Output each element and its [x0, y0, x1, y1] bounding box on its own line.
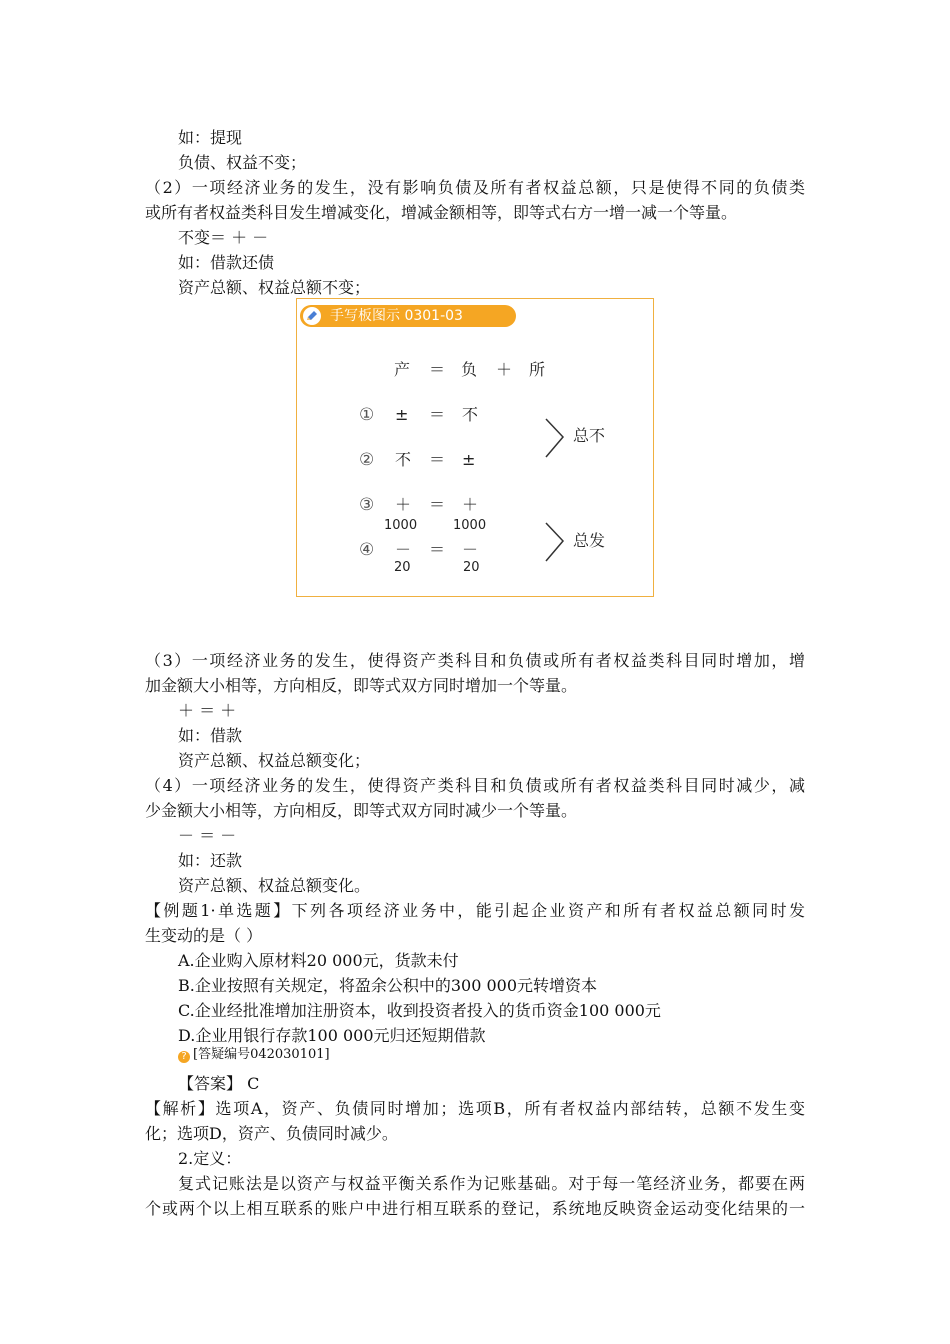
row-left-value: 1000 — [384, 518, 418, 533]
row-right-value: 1000 — [453, 518, 487, 533]
qa-reference[interactable] — [178, 1045, 330, 1065]
row-left: － — [395, 540, 412, 559]
explanation-line: 化；选项D，资产、负债同时减少。 — [145, 1124, 398, 1143]
paragraph-line: 个或两个以上相互联系的账户中进行相互联系的登记，系统地反映资金运动变化结果的一 — [145, 1199, 805, 1218]
brace-mark — [543, 417, 567, 461]
row-number: ① — [359, 405, 375, 425]
paragraph-line: 少金额大小相等，方向相反，即等式双方同时减少一个等量。 — [145, 801, 578, 820]
question-icon: ? — [178, 1051, 190, 1063]
handwriting-figure — [296, 298, 654, 597]
row-equals: ＝ — [429, 495, 446, 514]
header-equals: ＝ — [429, 360, 446, 379]
explanation-line: 【解析】选项A，资产、负债同时增加；选项B，所有者权益内部结转，总额不发生变 — [145, 1099, 805, 1118]
text-line: 如：提现 — [178, 128, 243, 147]
header-plus: ＋ — [496, 360, 513, 379]
row-left: ± — [395, 405, 409, 424]
row-right-value: 20 — [463, 560, 480, 575]
row-number: ④ — [359, 540, 375, 560]
option-b: B.企业按照有关规定，将盈余公积中的300 000元转增资本 — [178, 976, 598, 995]
pen-icon — [303, 307, 321, 325]
text-line: 资产总额、权益总额变化。 — [178, 876, 371, 895]
row-number: ② — [359, 450, 375, 470]
text-line: 如：借款 — [178, 726, 243, 745]
figure-banner-label: 手写板图示 0301-03 — [330, 308, 463, 324]
row-right: ＋ — [462, 495, 479, 514]
row-equals: ＝ — [429, 405, 446, 424]
option-c: C.企业经批准增加注册资本，收到投资者投入的货币资金100 000元 — [178, 1001, 661, 1020]
formula-line: 不变＝ ＋ － — [178, 228, 269, 247]
text-line: 资产总额、权益总额变化； — [178, 751, 371, 770]
question-stem: 生变动的是（ ） — [145, 926, 263, 945]
option-d: D.企业用银行存款100 000元归还短期借款 — [178, 1026, 486, 1045]
brace-label: 总发 — [573, 531, 606, 550]
row-right: 不 — [462, 405, 479, 424]
paragraph-line: 复式记账法是以资产与权益平衡关系作为记账基础。对于每一笔经济业务，都要在两 — [178, 1174, 805, 1193]
row-equals: ＝ — [429, 450, 446, 469]
row-left-value: 20 — [394, 560, 411, 575]
paragraph-line: （3）一项经济业务的发生，使得资产类科目和负债或所有者权益类科目同时增加，增 — [145, 651, 805, 670]
brace-mark — [543, 521, 567, 565]
text-line: 如：还款 — [178, 851, 243, 870]
formula-line: － ＝ － — [178, 826, 237, 845]
answer-line: 【答案】 C — [178, 1074, 260, 1093]
option-a: A.企业购入原材料20 000元，货款未付 — [178, 951, 459, 970]
row-equals: ＝ — [429, 540, 446, 559]
question-stem: 【例题1·单选题】下列各项经济业务中，能引起企业资产和所有者权益总额同时发 — [145, 901, 805, 920]
header-equity: 所 — [529, 360, 546, 379]
paragraph-line: 加金额大小相等，方向相反，即等式双方同时增加一个等量。 — [145, 676, 578, 695]
brace-label: 总不 — [573, 426, 606, 445]
header-asset: 产 — [394, 360, 411, 379]
row-number: ③ — [359, 495, 375, 515]
qa-code: [答疑编号042030101] — [193, 1047, 330, 1062]
section-title: 2.定义： — [178, 1149, 242, 1168]
row-left: ＋ — [395, 495, 412, 514]
row-left: 不 — [395, 450, 412, 469]
text-line: 资产总额、权益总额不变； — [178, 278, 371, 297]
row-right: ± — [462, 450, 476, 469]
row-right: － — [462, 540, 479, 559]
figure-banner — [300, 305, 516, 327]
text-line: 负债、权益不变； — [178, 153, 307, 172]
paragraph-line: （4）一项经济业务的发生，使得资产类科目和负债或所有者权益类科目同时减少，减 — [145, 776, 805, 795]
text-line: 如：借款还债 — [178, 253, 275, 272]
paragraph-line: （2）一项经济业务的发生，没有影响负债及所有者权益总额，只是使得不同的负债类 — [145, 178, 805, 197]
formula-line: ＋ ＝ ＋ — [178, 701, 237, 720]
paragraph-line: 或所有者权益类科目发生增减变化，增减金额相等，即等式右方一增一减一个等量。 — [145, 203, 738, 222]
header-liability: 负 — [461, 360, 478, 379]
